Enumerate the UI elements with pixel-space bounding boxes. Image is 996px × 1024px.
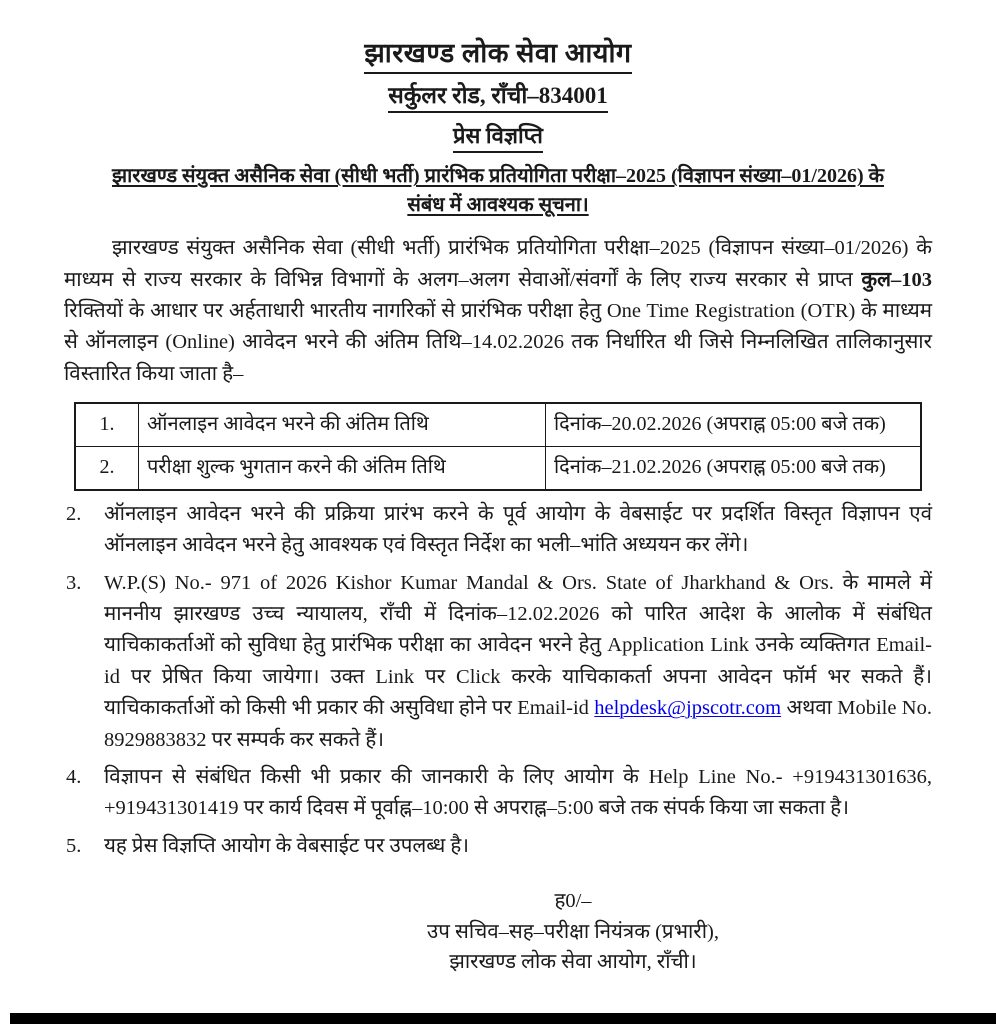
list-item-number: 3. xyxy=(66,571,82,594)
list-item-number: 4. xyxy=(66,765,82,788)
intro-text-part-1: झारखण्ड संयुक्त असैनिक सेवा (सीधी भर्ती) प्रारंभिक प्रतियोगिता परीक्षा–2025 (विज्ञापन संख्या–01/2026) के माध्यम से राज्य सरकार के विभिन्न विभागों के अलग–अलग सेवाओं/संवर्गों के लिए राज्य सरकार से प्राप्त xyxy=(64,237,932,291)
table-row xyxy=(75,403,921,447)
helpdesk-email-link[interactable]: helpdesk@jpscotr.com xyxy=(594,697,782,720)
list-item-2 xyxy=(64,499,932,562)
list-item-text-part-1: W.P.(S) No.- 971 of 2026 Kishor Kumar Mandal & Ors. State of Jharkhand & Ors. के मामले में माननीय झारखण्ड उच्च न्यायालय, राँची में दिनांक–12.02.2026 को पारित आदेश के आलोक में संबंधित याचिकाकर्ताओं को सुविधा हेतु प्रारंभिक परीक्षा का आवेदन भरने हेतु Application Link उनके व्यक्तिगत Email-id पर प्रेषित किया जायेगा। उक्त Link पर Click करके याचिकाकर्ता अपना आवेदन फॉर्म भर सकते हैं। याचिकाकर्ताओं को किसी भी प्रकार की असुविधा होने पर Email-id xyxy=(104,571,932,720)
list-item-text: ऑनलाइन आवेदन भरने की प्रक्रिया प्रारंभ करने के पूर्व आयोग के वेबसाईट पर प्रदर्शित विस्तृत विज्ञापन एवं ऑनलाइन आवेदन भरने हेतु आवश्यक एवं विस्तृत निर्देश का भली–भांति अध्ययन कर लेंगे। xyxy=(104,503,932,557)
intro-paragraph xyxy=(64,233,932,390)
signature-block xyxy=(64,886,932,978)
organization-title: झारखण्ड लोक सेवा आयोग xyxy=(364,36,631,74)
signature-inner xyxy=(427,886,719,978)
row-date: दिनांक–21.02.2026 (अपराह्न 05:00 बजे तक) xyxy=(546,447,922,491)
press-release-label: प्रेस विज्ञप्ति xyxy=(453,120,543,153)
signatory-organization: झारखण्ड लोक सेवा आयोग, राँची। xyxy=(449,951,697,974)
list-item-number: 2. xyxy=(66,503,82,526)
numbered-notes-list xyxy=(64,499,932,862)
row-description: परीक्षा शुल्क भुगतान करने की अंतिम तिथि xyxy=(139,447,546,491)
list-item-text-part-2: अथवा Mobile No. 8929883832 पर सम्पर्क कर सकते हैं। xyxy=(104,697,932,751)
important-dates-table xyxy=(74,402,922,491)
table-body xyxy=(75,403,921,490)
signatory-designation: उप सचिव–सह–परीक्षा नियंत्रक (प्रभारी), xyxy=(427,920,719,943)
page-bottom-strip xyxy=(10,1013,996,1024)
list-item-4 xyxy=(64,762,932,825)
row-serial-number: 2. xyxy=(75,447,139,491)
letterhead xyxy=(0,36,996,219)
list-item-text: यह प्रेस विज्ञप्ति आयोग के वेबसाईट पर उपलब्ध है। xyxy=(104,834,470,857)
row-date: दिनांक–20.02.2026 (अपराह्न 05:00 बजे तक) xyxy=(546,403,922,447)
row-description: ऑनलाइन आवेदन भरने की अंतिम तिथि xyxy=(139,403,546,447)
row-serial-number: 1. xyxy=(75,403,139,447)
intro-text-part-2: रिक्तियों के आधार पर अर्हताधारी भारतीय नागरिकों से प्रारंभिक परीक्षा हेतु One Time Registration (OTR) के माध्यम से ऑनलाइन (Online) आवेदन भरने की अंतिम तिथि–14.02.2026 तक निर्धारित थी जिसे निम्नलिखित तालिकानुसार विस्तारित किया जाता है– xyxy=(64,299,932,385)
organization-address: सर्कुलर रोड, राँची–834001 xyxy=(388,81,608,114)
list-item-3 xyxy=(64,568,932,756)
signature-mark: ह0/– xyxy=(554,889,592,912)
subject-line: झारखण्ड संयुक्त असैनिक सेवा (सीधी भर्ती) प्रारंभिक प्रतियोगिता परीक्षा–2025 (विज्ञापन संख्या–01/2026) के संबंध में आवश्यक सूचना। xyxy=(111,165,885,216)
organization-title-line xyxy=(0,36,996,74)
table-row xyxy=(75,447,921,491)
total-vacancies-highlight: कुल–103 xyxy=(861,268,932,291)
document-body xyxy=(64,219,932,978)
organization-address-line xyxy=(0,74,996,114)
list-item-text: विज्ञापन से संबंधित किसी भी प्रकार की जानकारी के लिए आयोग के Help Line No.- +919431301636, +919431301419 पर कार्य दिवस में पूर्वाह्न–10:00 से अपराह्न–5:00 बजे तक संपर्क किया जा सकता है। xyxy=(104,765,932,820)
list-item-number: 5. xyxy=(66,834,82,857)
press-label-line xyxy=(0,113,996,153)
list-item-5 xyxy=(64,831,932,862)
